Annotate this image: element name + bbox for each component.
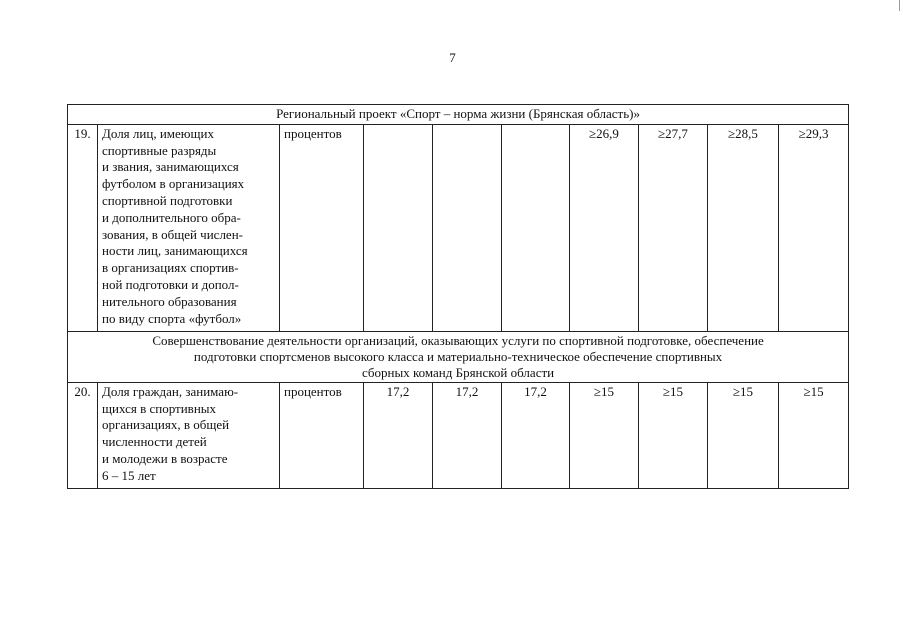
value-cell: 17,2 (433, 382, 502, 488)
indicator-name-line: Доля лиц, имеющих (102, 125, 214, 141)
value-cell: 17,2 (364, 382, 433, 488)
section-header-row (68, 105, 849, 125)
value-cell: 17,2 (502, 382, 570, 488)
indicator-name-line: по виду спорта «футбол» (102, 310, 242, 326)
indicator-name-line: численности детей (102, 434, 207, 450)
section-title-regional-project: Региональный проект «Спорт – норма жизни (Брянская область)» (68, 105, 849, 125)
indicator-name-line: и молодежи в возрасте (102, 450, 228, 466)
indicator-name-line: спортивной подготовки (102, 192, 233, 208)
section-title-sports-training (68, 331, 849, 382)
indicators-table (67, 104, 849, 489)
value-cell: ≥15 (570, 382, 639, 488)
indicator-name (98, 382, 280, 488)
unit-cell: процентов (280, 124, 364, 331)
indicator-name-line: 6 – 15 лет (102, 467, 156, 483)
indicator-name-line: спортивные разряды (102, 142, 217, 158)
value-cell: ≥28,5 (708, 124, 779, 331)
indicator-name-line: нительного образования (102, 293, 237, 309)
section-title-line: Совершенствование деятельности организаций, оказывающих услуги по спортивной подготовке, обеспечение (152, 332, 764, 348)
indicator-name-line: зования, в общей числен- (102, 226, 243, 242)
table-row (68, 124, 849, 331)
value-cell (433, 124, 502, 331)
page-number: 7 (449, 50, 456, 65)
section-header-row (68, 331, 849, 382)
indicator-name-line: щихся в спортивных (102, 400, 217, 416)
indicator-name-line: организациях, в общей (102, 417, 230, 433)
value-cell: ≥26,9 (570, 124, 639, 331)
section-title-line: сборных команд Брянской области (361, 364, 555, 380)
value-cell (502, 124, 570, 331)
indicator-name-line: в организациях спортив- (102, 260, 239, 276)
value-cell: ≥15 (639, 382, 708, 488)
indicator-name (98, 124, 280, 331)
section-title-line: подготовки спортсменов высокого класса и материально-техническое обеспечение спортивных (193, 348, 723, 364)
value-cell (364, 124, 433, 331)
value-cell: ≥29,3 (779, 124, 849, 331)
table-row (68, 382, 849, 488)
indicator-name-line: и звания, занимающихся (102, 159, 239, 175)
indicator-name-line: футболом в организациях (102, 176, 245, 192)
indicator-name-line: Доля граждан, занимаю- (102, 383, 239, 399)
value-cell: ≥15 (779, 382, 849, 488)
unit-cell: процентов (280, 382, 364, 488)
row-number: 19. (68, 124, 98, 331)
indicator-name-line: ной подготовки и допол- (102, 276, 239, 292)
value-cell: ≥27,7 (639, 124, 708, 331)
value-cell: ≥15 (708, 382, 779, 488)
row-number: 20. (68, 382, 98, 488)
scan-corner-mark (899, 0, 900, 11)
indicator-name-line: ности лиц, занимающихся (102, 243, 248, 259)
indicator-name-line: и дополнительного обра- (102, 209, 241, 225)
